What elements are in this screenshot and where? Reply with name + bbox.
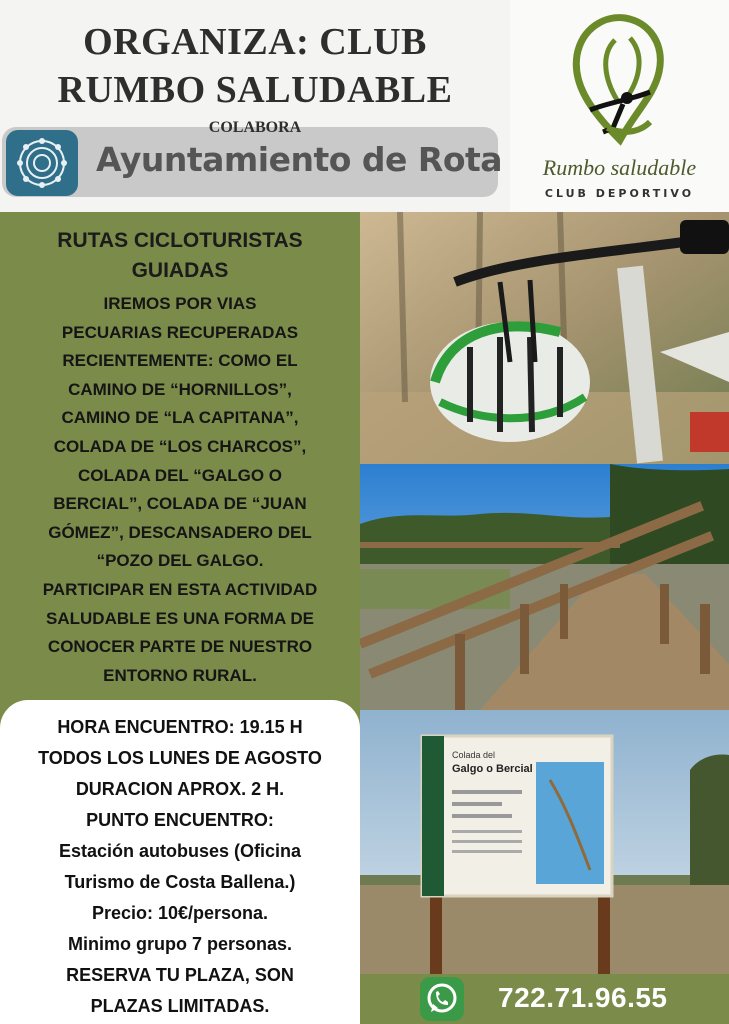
whatsapp-icon[interactable] [420,977,464,1021]
organizer-title [0,18,510,114]
route-line: ENTORNO RURAL. [103,665,257,685]
route-line: “POZO DEL GALGO. [96,551,264,571]
trail-sign-photo [360,710,729,974]
sign-line-2: Galgo o Bercial [452,763,533,775]
meeting-line: PUNTO ENCUENTRO: [86,810,274,830]
ayuntamiento-name: Ayuntamiento de Rota [96,140,503,179]
meeting-line: Minimo grupo 7 personas. [67,934,293,954]
meeting-line: TODOS LOS LUNES DE AGOSTO [38,748,322,768]
club-subtitle: CLUB DEPORTIVO [544,187,695,200]
route-line: COLADA DE “LOS CHARCOS”, [53,436,307,456]
club-name: Rumbo saludable [542,155,697,180]
sign-line-1: Colada del [452,750,496,760]
route-line: IREMOS POR VIAS [103,294,257,313]
meeting-line: Estación autobuses (Oficina [58,841,302,861]
club-logo-mark [555,10,685,155]
route-title-line-1: RUTAS CICLOTURISTAS [57,229,303,252]
route-line: PECUARIAS RECUPERADAS [61,322,299,342]
meeting-line: RESERVA TU PLAZA, SON [66,965,294,985]
route-description [10,290,350,690]
route-line: CAMINO DE “HORNILLOS”, [68,379,292,399]
route-line: PARTICIPAR EN ESTA ACTIVIDAD [42,579,318,599]
route-line: SALUDABLE ES UNA FORMA DE [46,608,314,628]
route-line: BERCIAL”, COLADA DE “JUAN [53,494,307,514]
meeting-line: DURACION APROX. 2 H. [75,779,285,799]
meeting-line: Precio: 10€/persona. [91,903,269,923]
route-title [0,226,360,286]
route-title-line-2: GUIADAS [131,259,229,282]
organizer-line-1: ORGANIZA: CLUB [83,21,427,63]
ayuntamiento-emblem-icon [6,130,78,196]
meeting-details [4,712,356,1022]
phone-number[interactable]: 722.71.96.55 [498,982,668,1013]
route-line: CAMINO DE “LA CAPITANA”, [61,408,299,428]
bike-helmet-photo [360,212,729,464]
meeting-line: Turismo de Costa Ballena.) [64,872,296,892]
route-line: CONOCER PARTE DE NUESTRO [47,637,313,657]
organizer-line-2: RUMBO SALUDABLE [57,69,453,111]
route-line: GÓMEZ”, DESCANSADERO DEL [48,522,312,542]
meeting-line: PLAZAS LIMITADAS. [90,996,270,1016]
route-line: RECIENTEMENTE: COMO EL [62,351,298,371]
club-logo [510,0,729,212]
colabora-label: COLABORA [208,119,302,136]
route-line: COLADA DEL “GALGO O [78,465,282,485]
walkway-photo [360,464,729,710]
meeting-line: HORA ENCUENTRO: 19.15 H [57,717,303,737]
contact-bar [360,974,729,1024]
